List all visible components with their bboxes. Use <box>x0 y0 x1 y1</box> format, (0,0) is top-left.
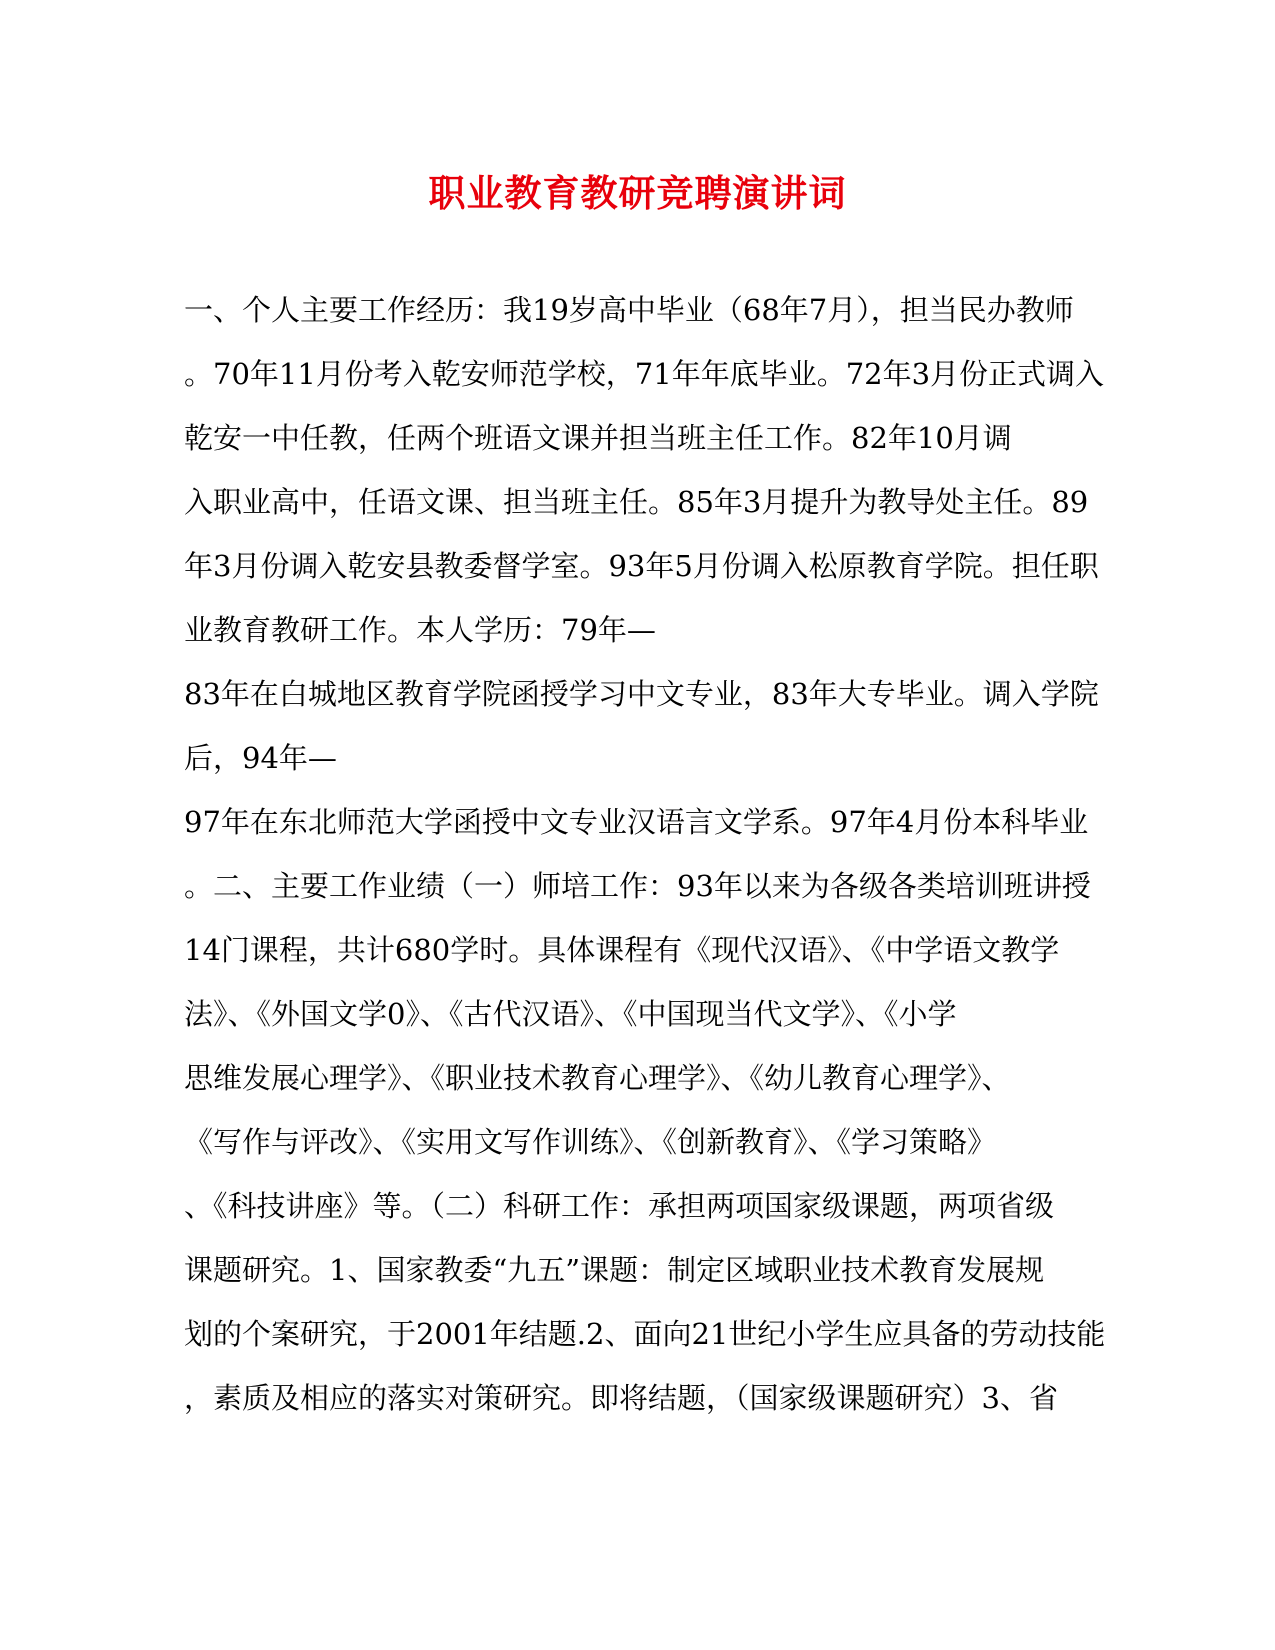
body-line: 思维发展心理学》、《职业技术教育心理学》、《幼儿教育心理学》、 <box>184 1061 1011 1095</box>
body-line: 。70年11月份考入乾安师范学校，71年年底毕业。72年3月份正式调入 <box>184 357 1105 391</box>
body-line: 14门课程，共计680学时。具体课程有《现代汉语》、《中学语文教学 <box>184 933 1060 967</box>
body-line: 业教育教研工作。本人学历：79年— <box>184 613 656 647</box>
body-line: 法》、《外国文学0》、《古代汉语》、《中国现当代文学》、《小学 <box>184 997 957 1031</box>
body-line: 。二、主要工作业绩（一）师培工作：93年以来为各级各类培训班讲授 <box>184 869 1091 903</box>
body-line: 97年在东北师范大学函授中文专业汉语言文学系。97年4月份本科毕业 <box>184 805 1089 839</box>
body-line: 划的个案研究，于2001年结题.2、面向21世纪小学生应具备的劳动技能 <box>184 1317 1106 1351</box>
body-line: 一、个人主要工作经历：我19岁高中毕业（68年7月），担当民办教师 <box>184 293 1074 327</box>
body-line: 入职业高中，任语文课、担当班主任。85年3月提升为教导处主任。89 <box>184 485 1089 519</box>
body-line: 年3月份调入乾安县教委督学室。93年5月份调入松原教育学院。担任职 <box>184 549 1099 583</box>
body-line: 后，94年— <box>184 741 337 775</box>
body-line: 《写作与评改》、《实用文写作训练》、《创新教育》、《学习策略》 <box>184 1125 997 1159</box>
document-body <box>184 285 1106 1437</box>
body-line: 乾安一中任教，任两个班语文课并担当班主任工作。82年10月调 <box>184 421 1012 455</box>
body-line: ，素质及相应的落实对策研究。即将结题，（国家级课题研究）3、省 <box>184 1381 1058 1415</box>
body-line: 、《科技讲座》等。（二）科研工作：承担两项国家级课题，两项省级 <box>184 1189 1055 1223</box>
body-line: 课题研究。1、国家教委“九五”课题：制定区域职业技术教育发展规 <box>184 1253 1045 1287</box>
document-title: 职业教育教研竞聘演讲词 <box>428 171 847 215</box>
body-line: 83年在白城地区教育学院函授学习中文专业，83年大专毕业。调入学院 <box>184 677 1099 711</box>
